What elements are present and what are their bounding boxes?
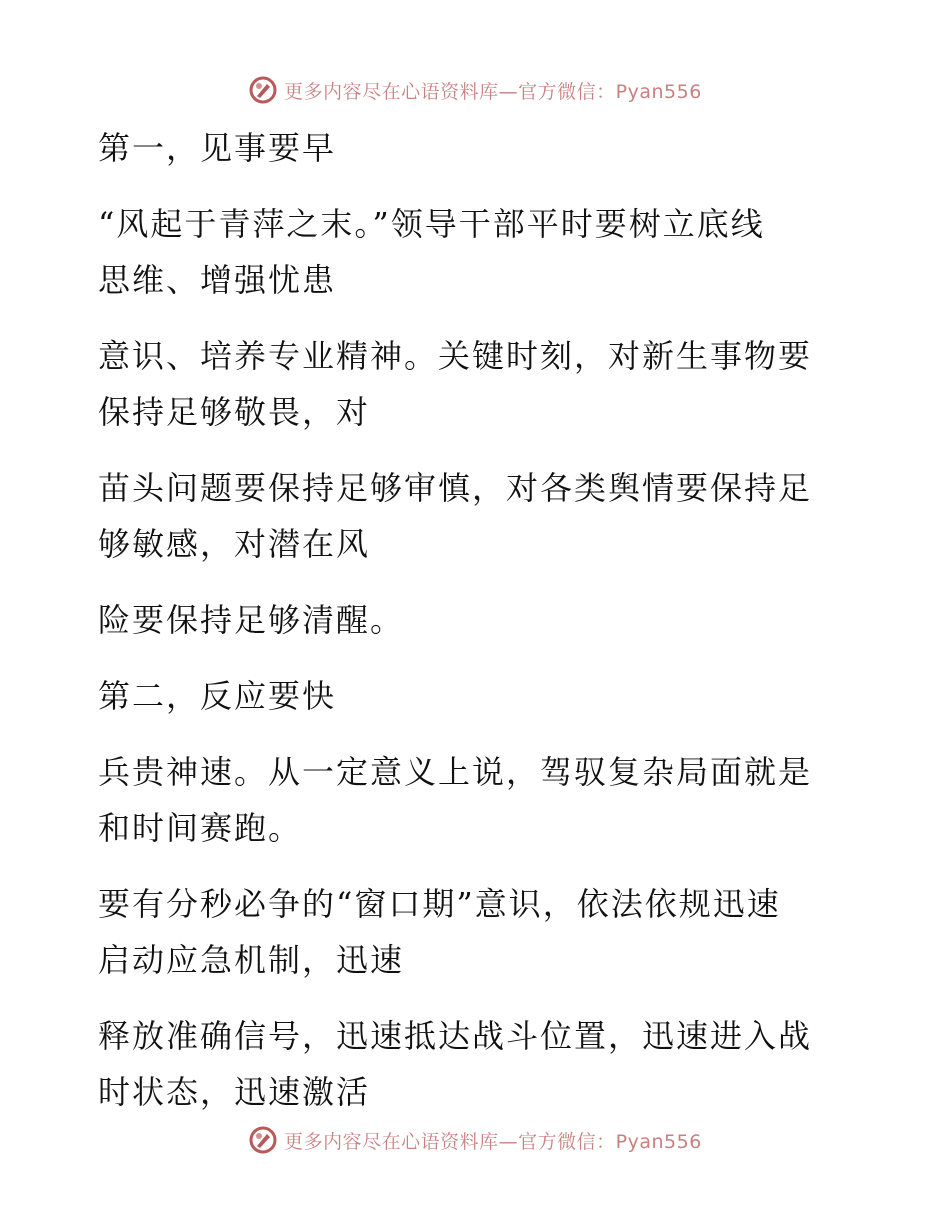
text-line: “风起于青萍之末。”领导干部平时要树立底线	[98, 205, 765, 243]
pen-nib-logo-icon	[248, 75, 278, 105]
text-line: 保持足够敬畏，对	[98, 393, 371, 431]
text-line: 够敏感，对潜在风	[98, 525, 371, 563]
text-line: 启动应急机制，迅速	[98, 941, 405, 979]
text-line: 险要保持足够清醒。	[98, 601, 405, 639]
text-line: 要有分秒必争的“窗口期”意识，依法依规迅速	[98, 885, 781, 923]
text-line: 苗头问题要保持足够审慎，对各类舆情要保持足	[98, 469, 813, 507]
text-line: 第一，见事要早	[98, 129, 337, 167]
text-line: 时状态，迅速激活	[98, 1073, 371, 1111]
header-watermark-text: 更多内容尽在心语资料库—官方微信：Pyan556	[284, 80, 702, 103]
footer-watermark	[0, 1120, 950, 1160]
text-line: 和时间赛跑。	[98, 809, 303, 847]
text-line: 思维、增强忧患	[98, 261, 337, 299]
header-watermark	[0, 70, 950, 110]
footer-watermark-text: 更多内容尽在心语资料库—官方微信：Pyan556	[284, 1130, 702, 1153]
text-line: 释放准确信号，迅速抵达战斗位置，迅速进入战	[98, 1017, 813, 1055]
text-line: 第二，反应要快	[98, 677, 337, 715]
text-line: 意识、培养专业精神。关键时刻，对新生事物要	[98, 337, 813, 375]
pen-nib-logo-icon	[248, 1125, 278, 1155]
text-line: 兵贵神速。从一定意义上说，驾驭复杂局面就是	[98, 753, 813, 791]
document-body	[98, 120, 838, 1120]
